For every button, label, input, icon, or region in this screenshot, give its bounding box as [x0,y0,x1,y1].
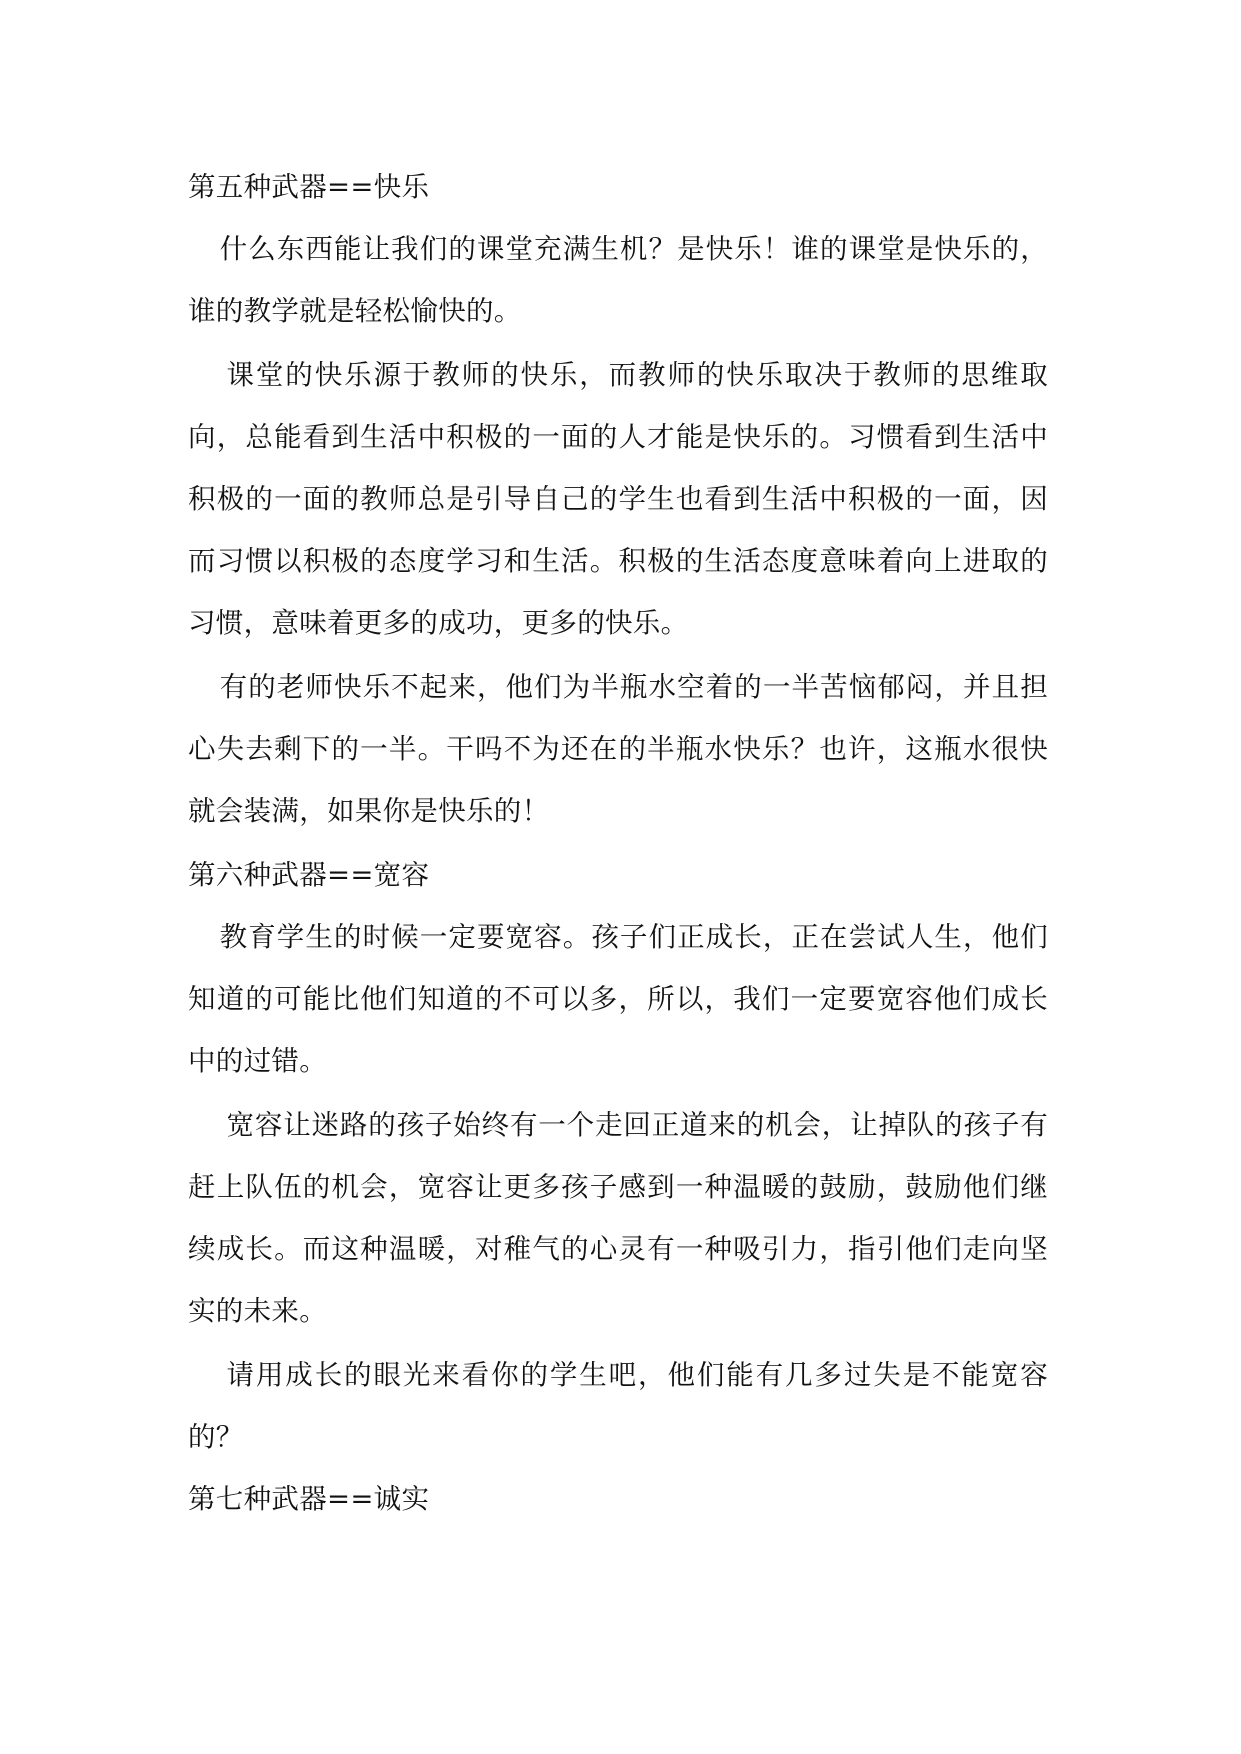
section-heading-honesty: 第七种武器==诚实 [188,1483,430,1515]
paragraph: 有的老师快乐不起来，他们为半瓶水空着的一半苦恼郁闷，并且担心失去剩下的一半。干吗不为还在的半瓶水快乐？也许，这瓶水很快就会装满，如果你是快乐的！ [188,671,1048,827]
document-body [188,156,1048,1530]
section-heading-happiness: 第五种武器==快乐 [188,171,430,203]
paragraph: 宽容让迷路的孩子始终有一个走回正道来的机会，让掉队的孩子有赶上队伍的机会，宽容让更多孩子感到一种温暖的鼓励，鼓励他们继续成长。而这种温暖，对稚气的心灵有一种吸引力，指引他们走向坚实的未来。 [188,1109,1048,1327]
paragraph: 请用成长的眼光来看你的学生吧，他们能有几多过失是不能宽容的？ [188,1359,1048,1453]
paragraph: 什么东西能让我们的课堂充满生机？是快乐！谁的课堂是快乐的，谁的教学就是轻松愉快的。 [188,233,1048,327]
section-heading-tolerance: 第六种武器==宽容 [188,859,430,891]
paragraph: 课堂的快乐源于教师的快乐，而教师的快乐取决于教师的思维取向，总能看到生活中积极的一面的人才能是快乐的。习惯看到生活中积极的一面的教师总是引导自己的学生也看到生活中积极的一面，因而习惯以积极的态度学习和生活。积极的生活态度意味着向上进取的习惯，意味着更多的成功，更多的快乐。 [188,359,1048,639]
paragraph: 教育学生的时候一定要宽容。孩子们正成长，正在尝试人生，他们知道的可能比他们知道的不可以多，所以，我们一定要宽容他们成长中的过错。 [188,921,1048,1077]
